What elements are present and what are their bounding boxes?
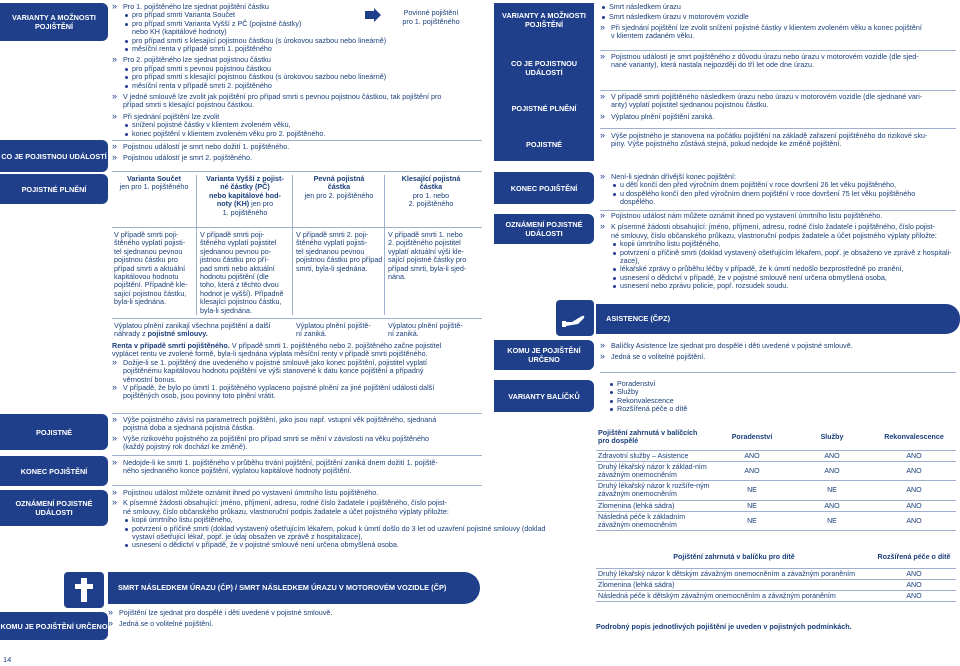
benefit-col-4 bbox=[388, 231, 476, 281]
page-number: 14 bbox=[3, 655, 12, 664]
table-header: Rozšířená péče o dítě bbox=[872, 546, 956, 568]
text-line: » Pojistnou událost nám můžete oznámit ihned po vystavení úmrtního listu pojištěného. bbox=[600, 212, 956, 220]
tab-label: CO JE POJISTNOU UDÁLOSTÍ bbox=[1, 151, 107, 161]
text-line: sající pojistné částky pro bbox=[388, 255, 467, 265]
table-header: Rekonvalescence bbox=[872, 424, 956, 450]
text-line: kopii úmrtního listu pojištěného, bbox=[123, 516, 482, 524]
text-line: anty) vyplatí pojistitel sjednanou pojistnou částku. bbox=[611, 100, 769, 110]
text-line: nebo KH (kapitálové hodnoty) bbox=[132, 27, 227, 37]
table-cell: NE bbox=[712, 481, 792, 500]
text-line: Výplatou plnění pojiště- bbox=[296, 321, 371, 330]
text-line: Služby bbox=[608, 388, 808, 396]
text-line: potvrzení o příčině smrti (doklad vystavený ošetřujícím lékařem, popř. je obsaženo ve zprávě z hospitali- bbox=[611, 249, 956, 257]
tab-label: KOMU JE POJIŠTĚNÍ URČENO bbox=[507, 346, 581, 364]
table-row bbox=[596, 579, 956, 590]
tab-komu[interactable] bbox=[0, 612, 108, 640]
table-cell: ANO bbox=[872, 511, 956, 530]
tab-oznameni[interactable] bbox=[0, 490, 108, 526]
text-line: » Výplatou plnění pojištění zaniká. bbox=[600, 113, 956, 121]
tab-label: OZNÁMENÍ POJISTNÉ UDÁLOSTI bbox=[505, 220, 583, 238]
text-line: Výplatou plnění pojiště- bbox=[388, 321, 463, 330]
right-event bbox=[600, 53, 956, 70]
text-line: u dospělého končí den před výročním dnem pojištění v roce dovršení 75 let věku pojištěného bbox=[611, 190, 956, 198]
text-line: » Pojištění lze sjednat pro dospělé i děti uvedené v pojistné smlouvě. bbox=[108, 609, 480, 617]
right-variants bbox=[600, 3, 956, 41]
tab-oznameni-r[interactable] bbox=[494, 214, 594, 244]
text-line: případ smrti s klesající pojistnou částkou. bbox=[123, 100, 255, 110]
text-line: hodnot je vyšší). Případně bbox=[200, 288, 284, 298]
accident-banner bbox=[108, 572, 480, 604]
text-line: pojištěnému kapitálovou hodnotu pojištění ve výši stanovené k datu konce pojištění a případný bbox=[123, 366, 424, 376]
text-line: toho, která z těchto dvou bbox=[200, 280, 279, 290]
text-line: Renta v případě smrti pojištěného. bbox=[112, 341, 230, 350]
table-row bbox=[596, 590, 956, 601]
table-row bbox=[596, 511, 956, 530]
tab-pojistne-r[interactable] bbox=[494, 133, 594, 155]
text-line: nané varianty), která nastala nejpozději do tří let ode dne úrazu. bbox=[611, 60, 814, 70]
text-line: tel sjednanou pevnou bbox=[296, 246, 365, 256]
col-header bbox=[294, 175, 384, 200]
table-footnote: Podrobný popis jednotlivých pojištění je uveden v pojistných podmínkách. bbox=[596, 622, 852, 631]
table-cell: ANO bbox=[712, 461, 792, 480]
text-line: » Výše pojistného závisí na parametrech pojištění, jako jsou např. vstupní věk pojištěného, sjednaná bbox=[112, 416, 482, 424]
benefit-col-3 bbox=[296, 231, 382, 273]
benefit-foot-3 bbox=[388, 322, 476, 339]
table-cell: ANO bbox=[792, 500, 872, 511]
table-cell: Druhý lékařský názor k rozšíře-ným závažným onemocněním bbox=[596, 481, 712, 500]
text-line: » Pro 1. pojištěného lze sjednat pojištění částku bbox=[112, 3, 482, 11]
header-text: 2. pojištěného bbox=[408, 199, 454, 209]
text-line: pro případ smrti s klesající pojistnou částkou (s úrokovou sazbou nebo lineárně) bbox=[123, 37, 482, 45]
text-line: pojistná doba a sjednaná pojistná částka. bbox=[123, 423, 255, 433]
text-line: dospělého. bbox=[620, 197, 656, 207]
table-cell: ANO bbox=[712, 450, 792, 461]
table-row bbox=[596, 481, 956, 500]
col-header bbox=[198, 175, 292, 217]
text-line: ní zaniká. bbox=[388, 329, 419, 339]
hand-icon bbox=[556, 300, 594, 336]
tab-label: OZNÁMENÍ POJISTNÉ UDÁLOSTI bbox=[15, 499, 93, 517]
text-line: lékařské zprávy o průběhu léčby v případě, že k úmrtí nedošlo bezprostředně po zranění, bbox=[611, 265, 956, 273]
text-line: věrnostní bonus. bbox=[123, 374, 177, 384]
col-header bbox=[386, 175, 476, 209]
text-line: V případě smrti 1. nebo bbox=[388, 230, 463, 239]
text-line: pojistnou částku pro bbox=[114, 255, 178, 265]
premium-section bbox=[112, 416, 482, 452]
tab-label: POJISTNÉ bbox=[525, 139, 563, 149]
assist-banner bbox=[596, 304, 960, 334]
whom-section bbox=[108, 609, 480, 629]
table-cell: Následná péče k základním závažným onemocněním bbox=[596, 511, 712, 530]
right-notice bbox=[600, 212, 956, 291]
text-line: v klientem zadaném věku. bbox=[611, 31, 695, 41]
tab-label: CO JE POJISTNOU UDÁLOSTÍ bbox=[510, 59, 578, 77]
text-line: » V případě smrti pojištěného následkem úrazu nebo úrazu v motorovém vozidle (dle sjednané vari- bbox=[600, 93, 956, 101]
text-line: » Balíčky Asistence lze sjednat pro dospělé i děti uvedené v pojistné smlouvě. bbox=[600, 342, 956, 350]
event-section bbox=[112, 143, 482, 163]
text-line: pro případ smrti Varianta Součet bbox=[123, 11, 482, 19]
text-line: V případě smrti poji- bbox=[114, 230, 179, 239]
text-line: sající pojistnou částku, bbox=[114, 288, 187, 298]
text-line: štěného vyplatí pojisti- bbox=[296, 238, 368, 248]
text-line: případ smrti, byla-li sjed- bbox=[388, 263, 467, 273]
header-text: 1. pojištěného bbox=[222, 207, 268, 217]
text-line: vyplatí aktuální výši kle- bbox=[388, 246, 464, 256]
tab-label: VARIANTY A MOŽNOSTI POJIŠTĚNÍ bbox=[502, 11, 586, 29]
table-cell: ANO bbox=[872, 568, 956, 579]
text-line: měsíční renta v případě smrti 2. pojištěného bbox=[123, 82, 482, 90]
tab-label: POJISTNÉ bbox=[35, 427, 73, 437]
text-line: Smrt následkem úrazu v motorovém vozidle bbox=[600, 13, 956, 21]
text-line: zace), bbox=[620, 256, 640, 266]
mandatory-note bbox=[386, 8, 476, 26]
header-text: jen pro bbox=[251, 199, 274, 209]
text-line: štěného vyplatí pojistitel bbox=[200, 238, 277, 248]
banner-title: ASISTENCE (ČPZ) bbox=[606, 313, 671, 323]
text-line: vystaví ošetřující lékař, popř. je údaj obsažen ve zprávě z hospitalizace), bbox=[132, 532, 363, 542]
text-line: Rekonvalescence bbox=[608, 397, 808, 405]
text-line: » V případě, že bylo po úmrtí 1. pojištěného vyplaceno pojistné plnění za jiné pojištění události další bbox=[112, 384, 482, 392]
table-row bbox=[596, 461, 956, 480]
notice-section bbox=[112, 488, 546, 550]
tab-komu-r[interactable] bbox=[494, 340, 594, 370]
text-line: pojistné smlouvy. bbox=[147, 329, 208, 339]
tab-konec[interactable] bbox=[0, 456, 108, 486]
tab-label: VARIANTY BALÍČKŮ bbox=[508, 391, 580, 401]
tab-varianty[interactable] bbox=[0, 3, 108, 41]
note-line: pro 1. pojištěného bbox=[402, 17, 460, 26]
text-line: usnesení o dědictví v případě, že v pojistné smlouvě není určena obmyšlená osoba. bbox=[123, 541, 482, 549]
text-line: kopii úmrtního listu pojištěného, bbox=[611, 240, 956, 248]
text-line: pad smrti nebo aktuální bbox=[200, 263, 275, 273]
text-line: né smlouvy, číslo občanského průkazu, vlastnoruční podpis žadatele a účet pojistného výplaty přiložte: bbox=[611, 230, 937, 240]
table-cell: ANO bbox=[872, 461, 956, 480]
text-line: konec pojištění v klientem zvoleném věku pro 2. pojištěného. bbox=[123, 130, 482, 138]
table-header: Pojištění zahrnutá v balíčku pro dítě bbox=[596, 546, 872, 568]
text-line: kapitálovou hodnotu bbox=[114, 272, 179, 282]
header-text: částka bbox=[419, 182, 443, 192]
table-header: Poradenství bbox=[712, 424, 792, 450]
text-line: pro případ smrti s pevnou pojistnou částkou bbox=[123, 65, 482, 73]
cross-icon bbox=[64, 572, 104, 608]
header-text: Klesající pojistná bbox=[401, 174, 461, 183]
tab-pojistna-udalost[interactable] bbox=[0, 140, 108, 172]
tab-pojistne[interactable] bbox=[0, 414, 108, 450]
benefit-foot-1 bbox=[114, 322, 294, 339]
tab-label: KONEC POJIŠTĚNÍ bbox=[510, 183, 578, 193]
tab-plneni-r[interactable] bbox=[494, 98, 594, 118]
table-cell: ANO bbox=[872, 450, 956, 461]
benefit-col-2 bbox=[200, 231, 290, 315]
tab-label: KONEC POJIŠTĚNÍ bbox=[20, 466, 88, 476]
text-line: pojistnou částku pro případ bbox=[296, 255, 383, 265]
text-line: štěného vyplatí pojisti- bbox=[114, 238, 186, 248]
text-line: » Nedojde-li ke smrti 1. pojištěného v průběhu trvání pojištění, pojištění zaniká dnem dožití 1. pojiště- bbox=[112, 459, 482, 467]
table-row bbox=[596, 568, 956, 579]
text-line: 2. pojištěného pojistitel bbox=[388, 238, 461, 248]
text-line: byla-li sjednána. bbox=[114, 297, 166, 307]
header-text: pro 1. nebo bbox=[412, 190, 450, 200]
header-text: noty (KH) bbox=[216, 199, 250, 209]
text-line: » Jedná se o volitelné pojištění. bbox=[600, 353, 956, 361]
child-package-table bbox=[596, 546, 956, 602]
tab-label: VARIANTY A MOŽNOSTI POJIŠTĚNÍ bbox=[12, 13, 96, 31]
tab-balicky-r[interactable] bbox=[494, 380, 594, 412]
table-cell: Druhý lékařský názor k základ-ním závažným onemocněním bbox=[596, 461, 712, 480]
header-text: částka bbox=[327, 182, 351, 192]
text-line: » Pojistnou událostí je smrt nebo dožití 1. pojištěného. bbox=[112, 143, 482, 151]
text-line: » V jedné smlouvě lze zvolit jak pojištění pro případ smrti s pevnou pojistnou částkou, tak pojištění pro bbox=[112, 93, 482, 101]
tab-label: POJISTNÉ PLNĚNÍ bbox=[511, 103, 577, 113]
text-line: ní zaniká. bbox=[296, 329, 327, 339]
table-cell: NE bbox=[712, 511, 792, 530]
text-line: » Pro 2. pojištěného lze sjednat pojistnou částku bbox=[112, 56, 482, 64]
text-line: měsíční renta v případě smrti 1. pojištěného bbox=[123, 45, 482, 53]
text-line: pro případ smrti s klesající pojistnou částkou (s úrokovou sazbou nebo lineárně) bbox=[123, 73, 482, 81]
text-line: Smrt následkem úrazu bbox=[600, 3, 956, 11]
text-line: né smlouvy, číslo občanského průkazu, vlastnoruční podpis žadatele a účet pojistného výplaty přiložte: bbox=[123, 506, 449, 516]
table-cell: Následná péče k dětským závažným onemocněním a závažným poraněním bbox=[596, 590, 872, 601]
tab-label: KOMU JE POJIŠTĚNÍ URČENO bbox=[0, 621, 108, 631]
text-line: V případě smrti 2. poji- bbox=[296, 230, 369, 239]
tab-pojistne-plneni[interactable] bbox=[0, 174, 108, 204]
text-line: případ smrti a aktuální bbox=[114, 263, 186, 273]
header-text: Varianta Součet bbox=[127, 174, 181, 183]
text-line: » Při sjednání pojištění lze zvolit bbox=[112, 113, 482, 121]
tab-konec-r[interactable] bbox=[494, 172, 594, 204]
text-line: klesající pojistnou částku, bbox=[200, 297, 282, 307]
banner-title: SMRT NÁSLEDKEM ÚRAZU (ČP) / SMRT NÁSLEDKEM ÚRAZU V MOTOROVÉM VOZIDLE (ČP) bbox=[118, 582, 447, 592]
text-line: » Pojistnou událost můžete oznámit ihned po vystavení úmrtního listu pojištěného. bbox=[112, 489, 482, 497]
right-premium bbox=[600, 132, 956, 149]
benefit-foot-2 bbox=[296, 322, 382, 339]
header-text: né částky (PČ) bbox=[220, 182, 270, 192]
text-line: Poradenství bbox=[608, 380, 808, 388]
text-line: » K písemné žádosti obsahující: jméno, příjmení, adresu, rodné číslo žadatele i pojištěného, číslo pojist- bbox=[600, 223, 956, 231]
text-line: » K písemné žádosti obsahující: jméno, příjmení, adresu, rodné číslo žadatele i pojištěného, číslo pojist- bbox=[112, 499, 482, 507]
text-line: byla-li sjednána. bbox=[200, 305, 252, 315]
text-line: tel sjednanou pevnou bbox=[114, 246, 183, 256]
text-line: » Pojistnou událostí je smrt 2. pojištěného. bbox=[112, 154, 482, 162]
right-whom bbox=[600, 342, 956, 362]
text-line: ného sjednaného konce pojištění, výplatou kapitálové hodnoty pojištění. bbox=[123, 466, 352, 476]
tab-varianty-r[interactable] bbox=[494, 3, 594, 37]
benefit-col-1 bbox=[114, 231, 196, 307]
text-line: potvrzení o příčině smrti (doklad vystavený ošetřujícím lékařem, pokud k úmrtí došlo do 3 let od uzavření pojistné smlouvy (doklad bbox=[123, 525, 482, 533]
col-header bbox=[112, 175, 196, 192]
table-row bbox=[596, 450, 956, 461]
text-line: (každý pojistný rok dochází ke změně). bbox=[123, 442, 248, 452]
text-line: usnesení nebo zprávu policie, popř. rozsudek soudu. bbox=[611, 282, 956, 290]
tab-udalost-r[interactable] bbox=[494, 53, 594, 83]
text-line: » Jedná se o volitelné pojištění. bbox=[108, 620, 480, 628]
text-line: Rozšířená péče o dítě bbox=[608, 405, 808, 413]
text-line: » Při sjednání pojištění lze zvolit snížení pojistné částky v klientem zvoleném věku a konec pojištění bbox=[600, 24, 956, 32]
text-line: usnesení o dědictví v případě, že v pojistné smlouvě není určena obmyšlená osoba, bbox=[611, 274, 956, 282]
text-line: pro případ smrti Varianta Vyšší z PČ (pojistné částky) bbox=[123, 20, 482, 28]
table-cell: NE bbox=[792, 511, 872, 530]
right-benefit bbox=[600, 93, 956, 121]
text-line: » Pojistnou událostí je smrt pojištěného z důvodu úrazu nebo úrazu v motorovém vozidle (dle sjed- bbox=[600, 53, 956, 61]
text-line: u dětí končí den před výročním dnem pojištění v roce dovršení 26 let věku pojištěného, bbox=[611, 181, 956, 189]
text-line: pojištění. Případně kle- bbox=[114, 280, 188, 290]
end-section bbox=[112, 459, 482, 476]
text-line: snížení pojistné částky v klientem zvoleném věku, bbox=[123, 121, 482, 129]
text-line: Výplatou plnění zanikají všechna pojištění a další bbox=[114, 321, 271, 330]
text-line: » Výše rizikového pojistného za pojištění pro případ smrti se mění v závislosti na věku pojištěného bbox=[112, 435, 482, 443]
table-cell: ANO bbox=[792, 450, 872, 461]
tab-label: POJISTNÉ PLNĚNÍ bbox=[21, 184, 87, 194]
header-text: Pevná pojistná bbox=[313, 174, 365, 183]
table-cell: ANO bbox=[872, 579, 956, 590]
table-cell: ANO bbox=[872, 500, 956, 511]
text-line: smrti, byla-li sjednána. bbox=[296, 263, 368, 273]
header-text: Varianta Vyšší z pojist- bbox=[206, 174, 284, 183]
text-line: » Dožije-li se 1. pojištěný dne uvedeného v pojistné smlouvě jako konec pojištění, pojistitel vyplatí bbox=[112, 359, 482, 367]
text-line: pojištěných osob, jsou povinny toto plnění vrátit. bbox=[123, 391, 276, 401]
table-cell: Zdravotní služby – Asistence bbox=[596, 450, 712, 461]
header-text: jen pro 1. pojištěného bbox=[119, 182, 189, 192]
header-text: nebo kapitálové hod- bbox=[209, 190, 281, 200]
text-line: vyplácet rentu ve zvolené formě, byla-li sjednána výplata měsíční renty v případě smrti pojištěného. bbox=[112, 349, 428, 359]
package-list bbox=[608, 380, 808, 414]
right-end bbox=[600, 173, 956, 207]
table-cell: Zlomenina (lehká sádra) bbox=[596, 579, 872, 590]
table-row bbox=[596, 500, 956, 511]
table-cell: Druhý lékařský názor k dětským závažným onemocněním a závažným poraněním bbox=[596, 568, 872, 579]
text-line: V případě smrti 1. pojištěného nebo 2. pojištěného začne pojistitel bbox=[231, 341, 442, 350]
table-header: Služby bbox=[792, 424, 872, 450]
text-line: hodnotu pojištění (dle bbox=[200, 272, 269, 282]
table-cell: NE bbox=[792, 481, 872, 500]
note-line: Povinné pojištění bbox=[403, 8, 459, 17]
text-line: nána. bbox=[388, 272, 406, 282]
text-line: piny. Výše pojistného zůstává stejná, pokud nedojde ke změně pojištění. bbox=[611, 139, 842, 149]
table-header: Pojištění zahrnutá v balíčcích pro dospělé bbox=[596, 424, 712, 450]
table-cell: NE bbox=[712, 500, 792, 511]
table-cell: Zlomenina (lehká sádra) bbox=[596, 500, 712, 511]
table-cell: ANO bbox=[872, 590, 956, 601]
arrow-right-icon bbox=[365, 8, 381, 22]
header-text: jen pro 2. pojištěného bbox=[304, 190, 374, 200]
text-line: » Není-li sjednán dřívější konec pojištění: bbox=[600, 173, 956, 181]
text-line: sjednanou pevnou po- bbox=[200, 246, 272, 256]
text-line: » Výše pojistného je stanovena na počátku pojištění na základě zařazení pojištěného do rizikové sku- bbox=[600, 132, 956, 140]
text-line: V případě smrti poji- bbox=[200, 230, 265, 239]
table-cell: ANO bbox=[872, 481, 956, 500]
table-cell: ANO bbox=[792, 461, 872, 480]
package-table bbox=[596, 424, 956, 531]
renta-section bbox=[112, 342, 482, 401]
text-line: náhrady z bbox=[114, 329, 146, 339]
text-line: jistnou částku pro pří- bbox=[200, 255, 269, 265]
